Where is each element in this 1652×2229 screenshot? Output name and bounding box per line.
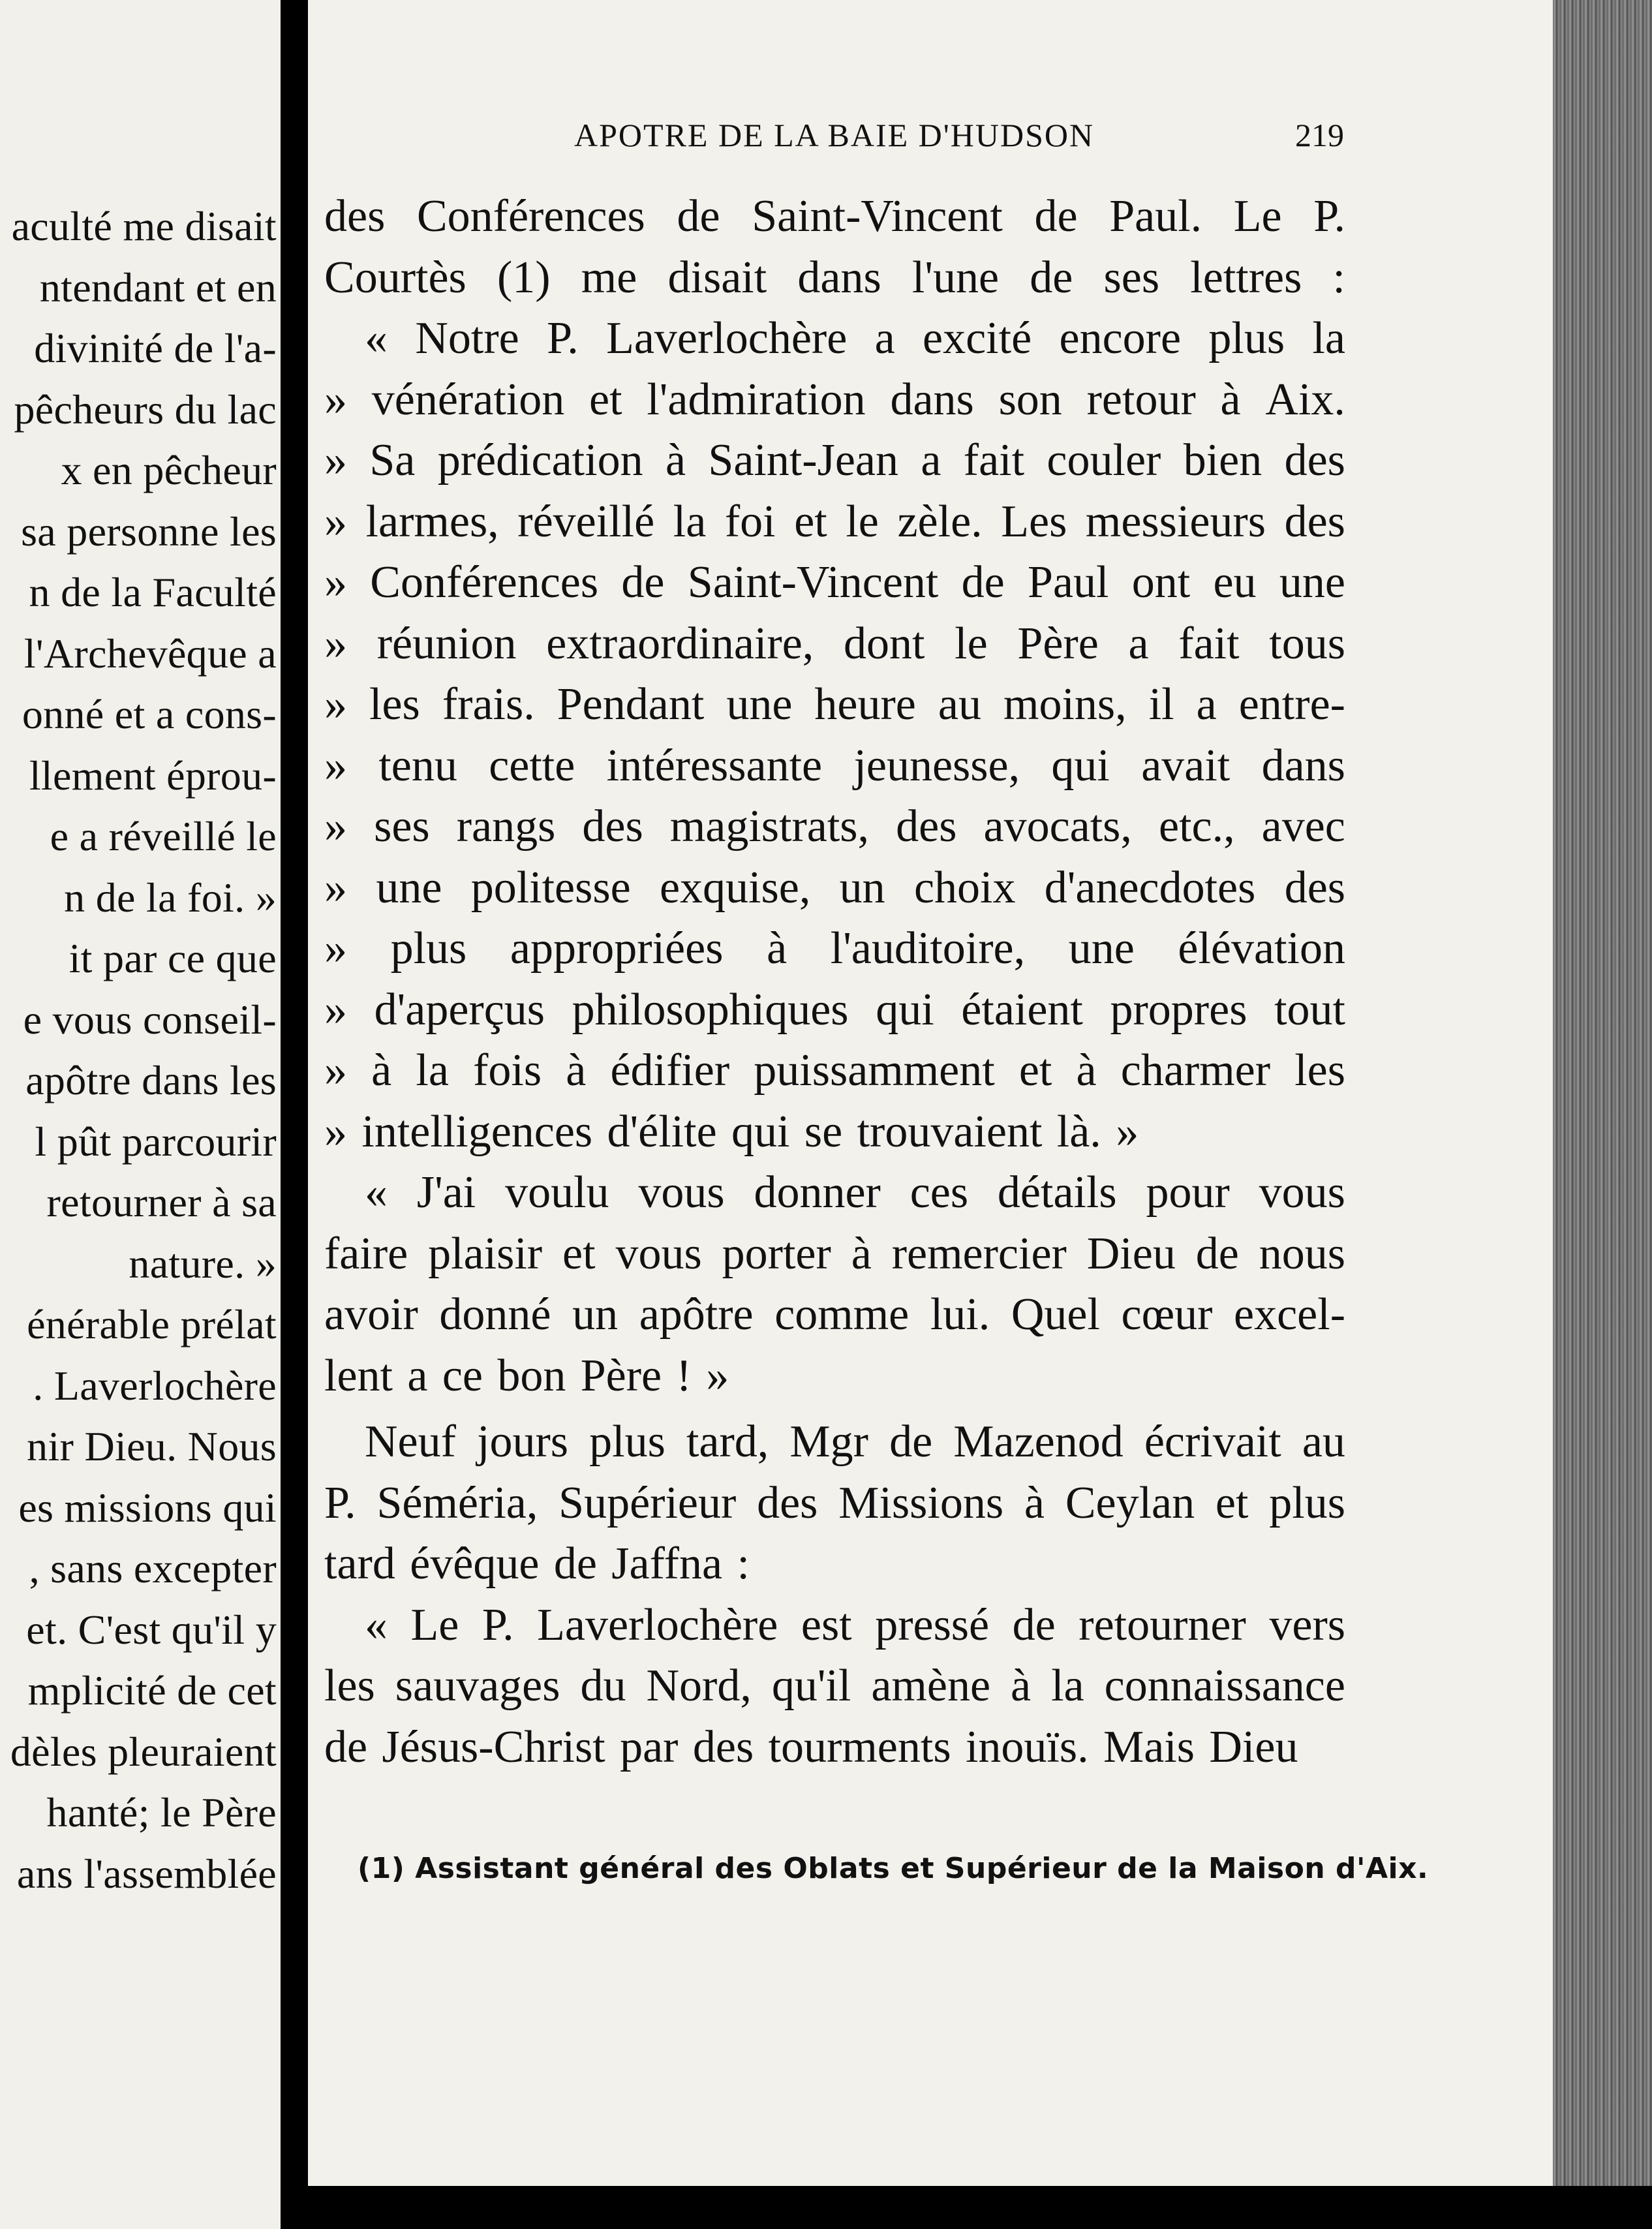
text-line: faire plaisir et vous porter à remercier Dieu de nous — [324, 1228, 1345, 1279]
previous-page-line: nature. » — [129, 1240, 277, 1287]
previous-page-fragment — [0, 0, 281, 2229]
previous-page-line: e a réveillé le — [50, 813, 277, 859]
previous-page-line: divinité de l'a- — [34, 325, 277, 371]
previous-page-line: retourner à sa — [46, 1179, 277, 1225]
text-line: « Notre P. Laverlochère a excité encore plus la — [365, 313, 1345, 363]
previous-page-line: . Laverlochère — [33, 1362, 277, 1409]
text-line: » vénération et l'admiration dans son retour à Aix. — [324, 374, 1345, 425]
previous-page-line: aculté me disait — [11, 203, 277, 249]
text-line: « Le P. Laverlochère est pressé de retourner vers — [365, 1599, 1345, 1650]
previous-page-line: , sans excepter — [29, 1545, 277, 1591]
previous-page-line: énérable prélat — [27, 1301, 277, 1347]
text-line: » les frais. Pendant une heure au moins, il a entre- — [324, 679, 1345, 730]
text-line: P. Séméria, Supérieur des Missions à Ceylan et plus — [324, 1477, 1345, 1528]
text-line: de Jésus-Christ par des tourments inouïs. Mais Dieu — [324, 1721, 1298, 1772]
previous-page-line: es missions qui — [18, 1484, 277, 1531]
previous-page-line: it par ce que — [69, 935, 277, 981]
previous-page-line: onné et a cons- — [22, 691, 277, 737]
page-block-edge — [1553, 0, 1652, 2229]
text-line: » Conférences de Saint-Vincent de Paul ont eu une — [324, 557, 1345, 607]
page-number: 219 — [1295, 117, 1344, 153]
previous-page-line: l'Archevêque a — [23, 630, 277, 677]
previous-page-line: pêcheurs du lac — [14, 386, 277, 433]
text-line: » d'aperçus philosophiques qui étaient propres tout — [324, 984, 1345, 1035]
running-title: APOTRE DE LA BAIE D'HUDSON — [574, 117, 1095, 153]
text-line: » une politesse exquise, un choix d'anecdotes des — [324, 862, 1345, 913]
text-line: » plus appropriées à l'auditoire, une élévation — [324, 923, 1345, 974]
footnote: (1) Assistant général des Oblats et Supérieur de la Maison d'Aix. — [358, 1852, 1429, 1885]
previous-page-line: n de la Faculté — [29, 569, 277, 615]
text-line: » larmes, réveillé la foi et le zèle. Les messieurs des — [324, 496, 1345, 547]
text-line: Courtès (1) me disait dans l'une de ses lettres : — [324, 252, 1345, 303]
text-line: » à la fois à édifier puissamment et à charmer les — [324, 1045, 1345, 1096]
previous-page-line: apôtre dans les — [25, 1057, 277, 1103]
text-line: « J'ai voulu vous donner ces détails pour vous — [365, 1167, 1345, 1218]
text-line: » réunion extraordinaire, dont le Père a fait tous — [324, 618, 1345, 669]
previous-page-line: n de la foi. » — [64, 874, 277, 921]
text-line: les sauvages du Nord, qu'il amène à la connaissance — [324, 1661, 1345, 1711]
previous-page-line: ntendant et en — [39, 264, 277, 311]
body-text — [324, 186, 1345, 1777]
text-line: des Conférences de Saint-Vincent de Paul. Le P. — [324, 191, 1345, 241]
previous-page-line: et. C'est qu'il y — [26, 1606, 277, 1653]
previous-page-line: hanté; le Père — [46, 1789, 277, 1836]
text-line: » ses rangs des magistrats, des avocats, etc., avec — [324, 801, 1345, 852]
text-line: Neuf jours plus tard, Mgr de Mazenod écrivait au — [365, 1417, 1345, 1467]
previous-page-line: x en pêcheur — [61, 447, 277, 493]
previous-page-line: mplicité de cet — [27, 1667, 277, 1714]
text-line: » Sa prédication à Saint-Jean a fait couler bien des — [324, 435, 1345, 485]
previous-page-line: sa personne les — [21, 508, 277, 555]
text-line: » intelligences d'élite qui se trouvaient là. » — [324, 1106, 1139, 1157]
scan-bottom-border — [308, 2186, 1652, 2229]
previous-page-line: dèles pleuraient — [10, 1728, 277, 1775]
book-gutter — [281, 0, 308, 2229]
text-line: lent a ce bon Père ! » — [324, 1350, 729, 1401]
text-line: » tenu cette intéressante jeunesse, qui avait dans — [324, 740, 1345, 791]
previous-page-line: ans l'assemblée — [16, 1850, 277, 1897]
previous-page-line: e vous conseil- — [23, 996, 277, 1043]
previous-page-line: l pût parcourir — [35, 1118, 277, 1165]
text-line: avoir donné un apôtre comme lui. Quel cœur excel- — [324, 1289, 1345, 1340]
text-line: tard évêque de Jaffna : — [324, 1539, 750, 1589]
previous-page-line: nir Dieu. Nous — [27, 1423, 277, 1469]
previous-page-line: llement éprou- — [29, 752, 277, 799]
